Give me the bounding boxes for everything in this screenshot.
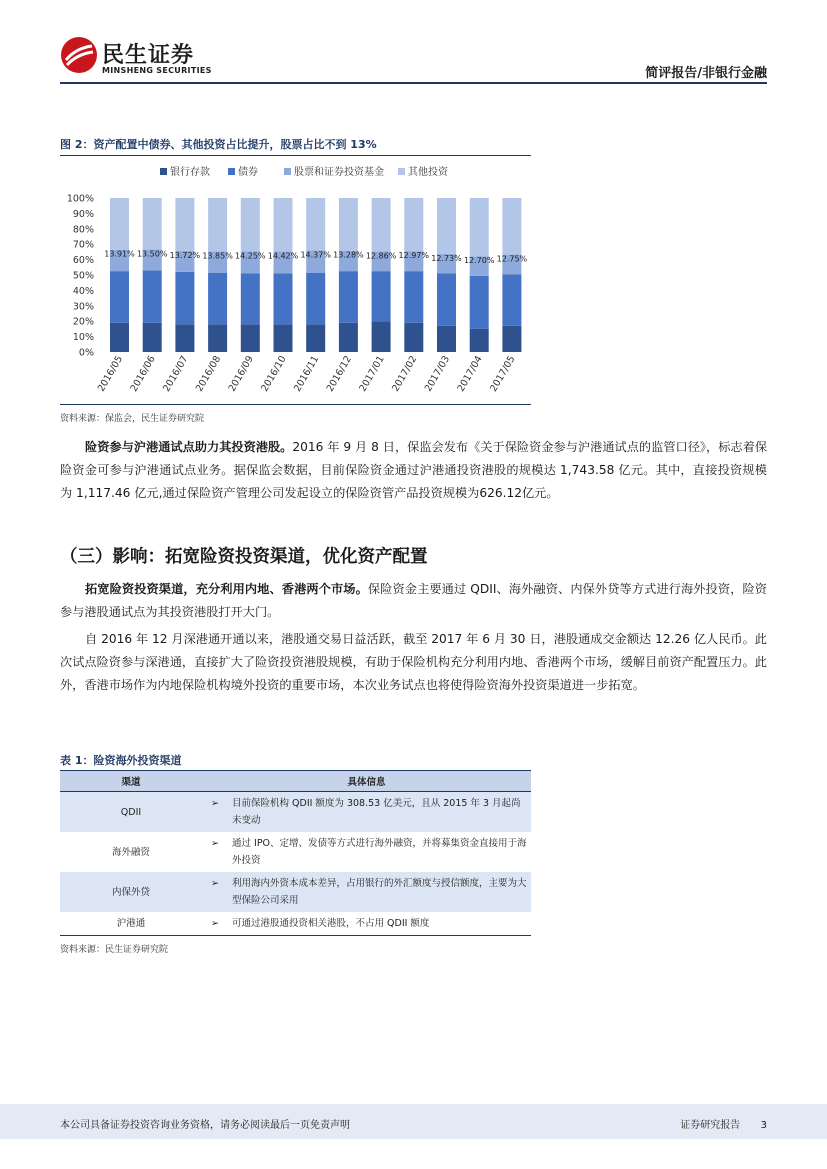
table-header-row	[60, 771, 531, 792]
info-cell: 目前保险机构 QDII 额度为 308.53 亿美元，且从 2015 年 3 月起尚未变动	[228, 792, 531, 833]
paragraph-body: 2016 年 9 月 8 日，保监会发布《关于保险资金参与沪港通试点的监管口径》，标志着保险资金可参与沪港通试点业务。据保监会数据，目前保险资金通过沪港通投资港股的规模达 1,743.58 亿元。其中，直接投资规模为 1,117.46 亿元,通过保险资产管理公司发起设立的保险资管产品投资规模为626.12亿元。	[60, 440, 768, 500]
bar-segment	[404, 323, 423, 352]
figure-top-rule	[60, 155, 531, 156]
section-title: （三）影响：拓宽险资投资渠道，优化资产配置	[60, 547, 428, 567]
bar-segment	[372, 271, 391, 321]
info-cell: 可通过港股通投资相关港股，不占用 QDII 额度	[228, 912, 531, 936]
bar-segment	[175, 198, 194, 251]
legend-swatch	[398, 168, 405, 175]
table-row	[60, 872, 531, 912]
y-tick-label: 100%	[66, 193, 94, 205]
x-tick-label: 2016/06	[128, 354, 158, 394]
bar-segment	[437, 326, 456, 352]
y-tick-label: 70%	[72, 239, 94, 251]
table-row	[60, 792, 531, 833]
y-tick-label: 40%	[72, 285, 94, 297]
minsheng-logo-icon	[60, 36, 98, 74]
legend-label: 股票和证券投资基金	[294, 167, 384, 178]
data-label: 13.28%	[333, 250, 364, 260]
arrow-bullet-icon: ➢	[202, 792, 228, 833]
arrow-bullet-icon: ➢	[202, 912, 228, 936]
bar-segment	[143, 323, 162, 352]
column-header-info: 具体信息	[202, 771, 531, 792]
data-label: 13.50%	[136, 249, 168, 259]
bar-segment	[437, 198, 456, 254]
legend-swatch	[160, 168, 167, 175]
channel-cell: QDII	[60, 792, 202, 833]
x-tick-label: 2016/10	[259, 354, 289, 394]
bar-segment	[306, 324, 325, 352]
data-label: 12.73%	[431, 253, 462, 263]
page-number: 3	[760, 1120, 767, 1131]
data-label: 12.75%	[496, 254, 528, 264]
bar-segment	[470, 276, 489, 329]
bar-segment	[502, 274, 521, 326]
footer-report-info	[680, 1116, 767, 1131]
x-tick-label: 2017/05	[488, 354, 518, 394]
bar-segment	[241, 198, 260, 252]
overseas-investment-table	[60, 770, 531, 936]
bar-segment	[208, 324, 227, 352]
x-tick-label: 2017/03	[422, 354, 453, 394]
brand-name-en: MINSHENG SECURITIES	[102, 66, 212, 75]
bar-segment	[110, 271, 129, 323]
data-label: 13.91%	[104, 249, 135, 259]
data-label: 14.37%	[300, 250, 331, 260]
info-cell: 利用海内外资本成本差异，占用银行的外汇额度与授信额度，主要为大型保险公司采用	[228, 872, 531, 912]
arrow-bullet-icon: ➢	[202, 872, 228, 912]
arrow-bullet-icon: ➢	[211, 838, 219, 849]
bar-segment	[339, 271, 358, 323]
table-row	[60, 912, 531, 936]
bar-segment	[110, 198, 129, 250]
legend-label: 其他投资	[408, 167, 448, 178]
bar-segment	[208, 273, 227, 325]
data-label: 12.86%	[365, 251, 397, 261]
bar-segment	[339, 198, 358, 251]
x-tick-label: 2016/12	[324, 354, 354, 394]
y-tick-label: 60%	[72, 255, 94, 267]
figure-source: 资料来源：保监会，民生证券研究院	[60, 414, 205, 424]
data-label: 12.97%	[398, 251, 430, 261]
footer-disclaimer: 本公司具备证券投资咨询业务资格，请务必阅读最后一页免责声明	[60, 1120, 350, 1131]
paragraph-shenzhen-connect: 自 2016 年 12 月深港通开通以来，港股通交易日益活跃，截至 2017 年 6 月 30 日，港股通成交金额达 12.26 亿人民币。此次试点险资参与深港通，直接扩大了险资投资港股规模，有助于保险机构充分利用内地、香港两个市场，缓解目前资产配置压力。此外，香港市场作为内地保险机构境外投资的重要市场，本次业务试点也将使得险资海外投资渠道进一步拓宽。	[60, 632, 767, 692]
asset-allocation-chart	[60, 160, 531, 400]
y-tick-label: 20%	[72, 316, 94, 328]
bar-segment	[274, 198, 293, 251]
x-tick-label: 2017/02	[390, 354, 420, 394]
data-label: 14.25%	[235, 251, 266, 261]
data-label: 12.70%	[463, 256, 495, 266]
x-tick-label: 2016/07	[161, 354, 191, 394]
figure-bottom-rule	[60, 404, 531, 405]
bar-segment	[241, 273, 260, 324]
bar-segment	[502, 198, 521, 255]
x-tick-label: 2017/04	[455, 354, 485, 394]
data-label: 14.42%	[267, 251, 299, 261]
bar-segment	[339, 323, 358, 352]
bar-segment	[274, 273, 293, 324]
channel-cell: 沪港通	[60, 912, 202, 936]
bar-segment	[437, 273, 456, 325]
paragraph-lead: 险资参与沪港通试点助力其投资港股。	[85, 440, 293, 454]
legend-label: 银行存款	[170, 167, 210, 178]
table-title: 表 1：险资海外投资渠道	[60, 754, 182, 767]
bar-segment	[306, 198, 325, 251]
table-row	[60, 832, 531, 872]
bar-segment	[372, 198, 391, 251]
bar-segment	[372, 321, 391, 352]
brand-name-cn: 民生证券	[102, 43, 195, 68]
legend-swatch	[228, 168, 235, 175]
paragraph-broaden-channels	[60, 578, 767, 624]
paragraph-lead: 拓宽险资投资渠道，充分利用内地、香港两个市场。	[85, 582, 368, 596]
bar-segment	[143, 198, 162, 250]
paragraph-hk-connect	[60, 436, 767, 505]
x-tick-label: 2016/08	[193, 354, 224, 394]
footer-report-type: 证券研究报告	[680, 1120, 741, 1131]
y-tick-label: 50%	[72, 270, 94, 282]
bar-segment	[502, 326, 521, 352]
bar-segment	[404, 198, 423, 251]
x-tick-label: 2016/05	[95, 354, 126, 394]
paragraph-body: 保险资金主要通过 QDII、海外融资、内保外贷等方式进行海外投资，险资参与港股通试点为其投资港股打开大门。	[60, 582, 767, 619]
data-label: 13.72%	[169, 250, 201, 260]
channel-cell: 内保外贷	[60, 872, 202, 912]
y-tick-label: 30%	[72, 301, 94, 313]
legend-label: 债券	[238, 167, 258, 178]
bar-segment	[404, 271, 423, 323]
report-section-label: 简评报告/非银行金融	[645, 66, 767, 81]
y-tick-label: 90%	[72, 208, 94, 220]
x-tick-label: 2017/01	[357, 354, 387, 394]
x-tick-label: 2016/11	[292, 354, 322, 394]
bar-segment	[143, 270, 162, 322]
y-tick-label: 80%	[72, 224, 94, 236]
x-tick-label: 2016/09	[226, 354, 256, 394]
bar-segment	[306, 273, 325, 325]
info-cell: 通过 IPO、定增、发债等方式进行海外融资，并将募集资金直接用于海外投资	[232, 838, 527, 866]
bar-segment	[470, 198, 489, 256]
bar-segment	[175, 272, 194, 324]
column-header-channel: 渠道	[60, 771, 202, 792]
y-tick-label: 10%	[72, 332, 94, 344]
bar-segment	[274, 324, 293, 352]
bar-segment	[110, 323, 129, 352]
data-label: 13.85%	[202, 251, 233, 261]
bar-segment	[470, 329, 489, 352]
header-divider	[60, 82, 767, 84]
legend-swatch	[284, 168, 291, 175]
bar-segment	[241, 324, 260, 352]
figure-title: 图 2：资产配置中债券、其他投资占比提升，股票占比不到 13%	[60, 138, 377, 151]
y-tick-label: 0%	[78, 347, 94, 359]
bar-segment	[208, 198, 227, 251]
bar-segment	[175, 324, 194, 352]
table-source: 资料来源：民生证券研究院	[60, 945, 169, 955]
channel-cell: 海外融资	[111, 846, 150, 858]
